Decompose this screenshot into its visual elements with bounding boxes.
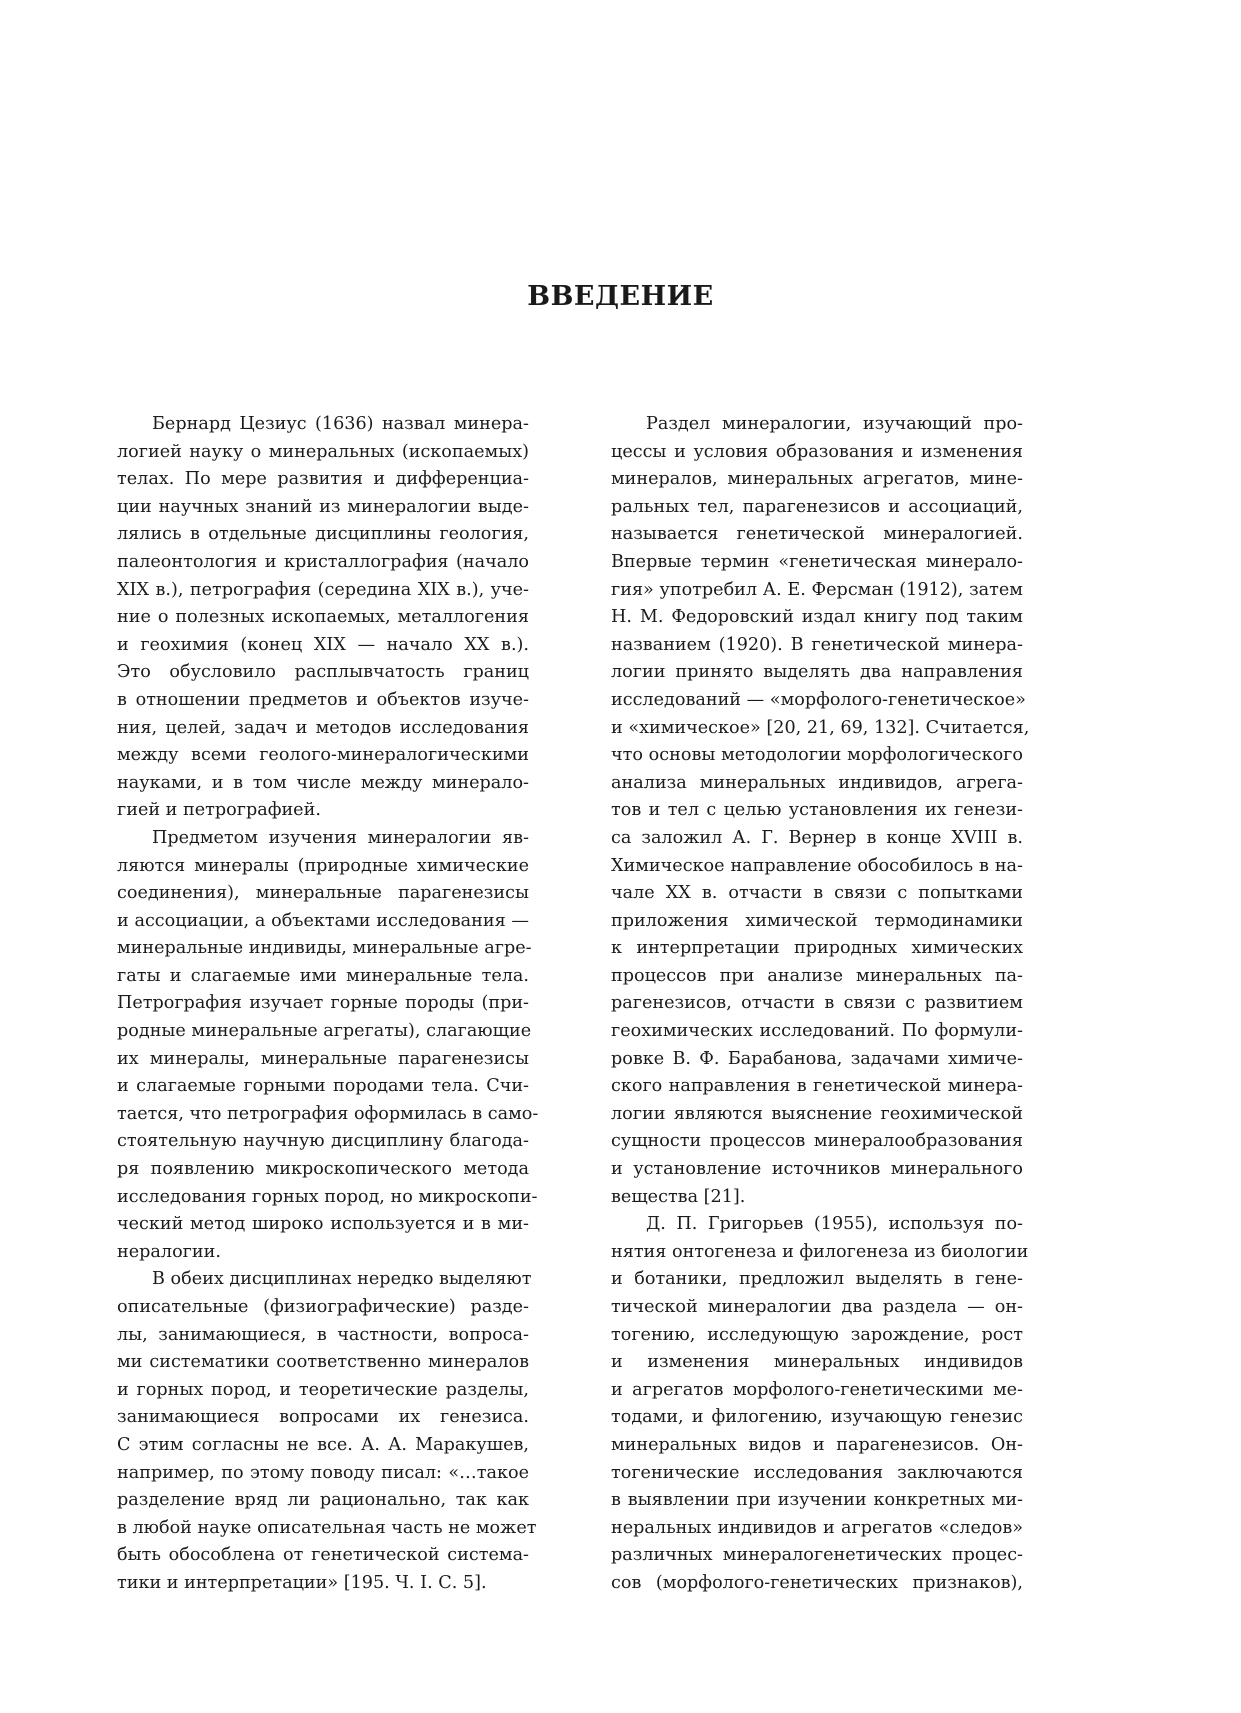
text-line: быть обособлена от генетической система-	[117, 1545, 529, 1566]
text-line: палеонтология и кристаллография (начало	[117, 551, 529, 572]
text-line: тогенические исследования заключаются	[611, 1462, 1023, 1483]
text-line: описательные (физиографические) разде-	[117, 1297, 529, 1317]
text-line: тов и тел с целью установления их генези-	[611, 800, 1023, 821]
text-line: анализа минеральных индивидов, агрега-	[611, 772, 1023, 793]
text-line: В обеих дисциплинах нередко выделяют	[152, 1269, 532, 1290]
text-line: что основы методологии морфологического	[611, 745, 1023, 766]
text-line: и изменения минеральных индивидов	[611, 1352, 1023, 1373]
text-line: тической минералогии два раздела — он-	[611, 1297, 1023, 1317]
text-line: телах. По мере развития и дифференциа-	[117, 469, 529, 490]
text-line: вещества [21].	[611, 1186, 746, 1207]
text-line: нятия онтогенеза и филогенеза из биологии	[611, 1241, 1029, 1262]
text-line: и ботаники, предложил выделять в гене-	[611, 1269, 1023, 1290]
text-line: ния, целей, задач и методов исследования	[117, 717, 529, 738]
text-line: в выявлении при изучении конкретных ми-	[611, 1490, 1023, 1511]
text-line: исследования горных пород, но микроскопи-	[117, 1186, 538, 1207]
right-column	[611, 411, 1030, 1598]
text-line: к интерпретации природных химических	[611, 938, 1023, 959]
text-line: исследований — «морфолого-генетическое»	[611, 689, 1026, 710]
text-line: и установление источников минерального	[611, 1159, 1023, 1180]
text-line: ми систематики соответственно минералов	[117, 1352, 529, 1373]
text-line: и слагаемые горными породами тела. Счи-	[117, 1076, 529, 1097]
text-line: и «химическое» [20, 21, 69, 132]. Считается,	[611, 717, 1030, 738]
text-line: неральных индивидов и агрегатов «следов»	[611, 1517, 1023, 1538]
text-line: соединения), минеральные парагенезисы	[117, 883, 529, 904]
text-line: например, по этому поводу писал: «…такое	[117, 1462, 529, 1483]
text-line: тогению, исследующую зарождение, рост	[611, 1324, 1023, 1345]
text-line: ральных тел, парагенезисов и ассоциаций,	[611, 496, 1023, 517]
text-line: в отношении предметов и объектов изуче-	[117, 689, 529, 710]
text-line: ского направления в генетической минера-	[611, 1076, 1023, 1097]
text-line: в любой науке описательная часть не может	[117, 1517, 537, 1538]
text-line: Впервые термин «генетическая минерало-	[611, 551, 1023, 572]
text-line: Это обусловило расплывчатость границ	[117, 662, 529, 683]
text-line: Петрография изучает горные породы (при-	[117, 993, 529, 1014]
text-line: нералогии.	[117, 1241, 221, 1262]
text-line: называется генетической минералогией.	[611, 524, 1023, 545]
text-line: логией науку о минеральных (ископаемых)	[117, 441, 529, 462]
text-line: логии являются выяснение геохимической	[611, 1103, 1023, 1124]
text-line: гаты и слагаемые ими минеральные тела.	[117, 965, 529, 986]
text-line: Бернард Цезиус (1636) назвал минера-	[152, 414, 529, 434]
text-line: и ассоциации, а объектами исследования —	[117, 910, 529, 931]
text-line: сущности процессов минералообразования	[611, 1131, 1023, 1152]
text-line: занимающиеся вопросами их генезиса.	[117, 1407, 529, 1428]
text-line: ние о полезных ископаемых, металлогения	[117, 607, 529, 628]
text-line: тики и интерпретации» [195. Ч. I. С. 5].	[117, 1572, 487, 1593]
text-line: стоятельную научную дисциплину благода-	[117, 1131, 529, 1152]
left-column	[117, 411, 539, 1598]
text-line: гией и петрографией.	[117, 800, 321, 821]
text-line: лы, занимающиеся, в частности, вопроса-	[117, 1324, 529, 1345]
text-line: Химическое направление обособилось в на-	[611, 855, 1023, 876]
text-line: приложения химической термодинамики	[611, 910, 1023, 931]
text-line: сов (морфолого-генетических признаков),	[611, 1572, 1023, 1593]
text-line: ческий метод широко используется и в ми-	[117, 1214, 529, 1235]
text-line: С этим согласны не все. А. А. Маракушев,	[117, 1434, 529, 1455]
text-line: Д. П. Григорьев (1955), используя по-	[646, 1214, 1023, 1235]
text-line: ровке В. Ф. Барабанова, задачами химиче-	[611, 1048, 1023, 1069]
text-line: минералов, минеральных агрегатов, мине-	[611, 469, 1023, 490]
paragraph	[611, 411, 1030, 1211]
text-line: ляются минералы (природные химические	[117, 855, 529, 876]
text-line: и горных пород, и теоретические разделы,	[117, 1379, 529, 1400]
text-line: их минералы, минеральные парагенезисы	[117, 1048, 529, 1069]
text-line: и геохимия (конец XIX — начало XX в.).	[117, 634, 529, 655]
paragraph	[117, 825, 539, 1267]
text-line: гия» употребил А. Е. Ферсман (1912), затем	[611, 579, 1023, 600]
text-line: между всеми геолого-минералогическими	[117, 745, 529, 766]
text-line: геохимических исследований. По формули-	[611, 1021, 1023, 1042]
text-line: цессы и условия образования и изменения	[611, 441, 1023, 462]
text-line: разделение вряд ли рационально, так как	[117, 1490, 529, 1511]
text-line: ря появлению микроскопического метода	[117, 1159, 529, 1180]
text-line: различных минералогенетических процес-	[611, 1545, 1023, 1566]
text-line: науками, и в том числе между минерало-	[117, 772, 529, 793]
text-line: и агрегатов морфолого-генетическими ме-	[611, 1379, 1023, 1400]
text-line: минеральных видов и парагенезисов. Он-	[611, 1434, 1023, 1455]
text-line: минеральные индивиды, минеральные агре-	[117, 938, 532, 959]
paragraph	[611, 1211, 1029, 1597]
text-line: са заложил А. Г. Вернер в конце XVIII в.	[611, 827, 1023, 848]
text-line: процессов при анализе минеральных па-	[611, 965, 1023, 986]
text-line: родные минеральные агрегаты), слагающие	[117, 1021, 532, 1042]
text-line: ции научных знаний из минералогии выде-	[117, 496, 529, 517]
text-line: рагенезисов, отчасти в связи с развитием	[611, 993, 1023, 1014]
text-line: Предметом изучения минералогии яв-	[152, 827, 529, 848]
text-line: названием (1920). В генетической минера-	[611, 634, 1023, 655]
text-line: тается, что петрография оформилась в само-	[117, 1103, 539, 1124]
text-line: логии принято выделять два направления	[611, 662, 1023, 683]
chapter-title: ВВЕДЕНИЕ	[527, 281, 714, 312]
text-line: чале XX в. отчасти в связи с попытками	[611, 883, 1023, 904]
paragraph	[117, 1266, 537, 1597]
text-line: тодами, и филогению, изучающую генезис	[611, 1407, 1023, 1428]
paragraph	[117, 411, 529, 825]
text-line: Н. М. Федоровский издал книгу под таким	[611, 607, 1023, 628]
text-line: Раздел минералогии, изучающий про-	[646, 414, 1023, 434]
text-line: XIX в.), петрография (середина XIX в.), уче-	[117, 579, 529, 600]
text-line: лялись в отдельные дисциплины геология,	[117, 524, 529, 545]
